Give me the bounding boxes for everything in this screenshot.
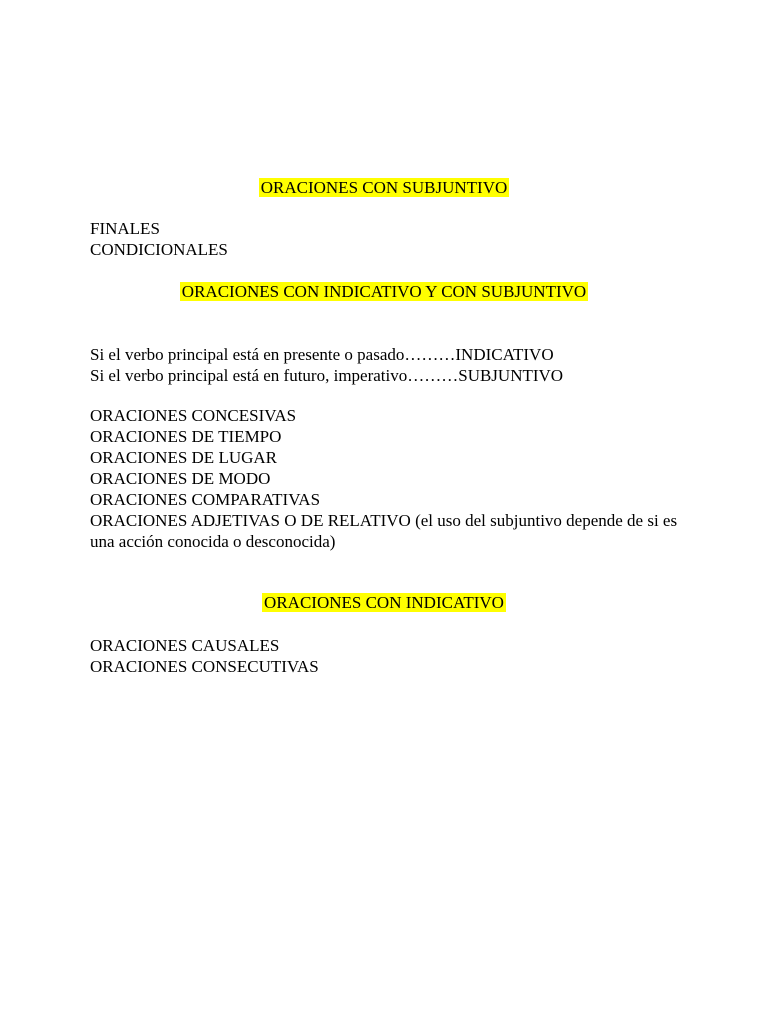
- heading-indicative-and-subjunctive-text: ORACIONES CON INDICATIVO Y CON SUBJUNTIVO: [181, 282, 587, 301]
- list-item-causales: ORACIONES CAUSALES: [90, 636, 280, 655]
- list-item-relativo: [90, 510, 690, 552]
- list-item-condicionales: CONDICIONALES: [90, 240, 228, 259]
- heading-indicative: [0, 593, 768, 613]
- rule-subjunctive: Si el verbo principal está en futuro, imperativo………SUBJUNTIVO: [90, 366, 564, 385]
- list-item-modo: ORACIONES DE MODO: [90, 469, 271, 488]
- heading-indicative-and-subjunctive: [0, 282, 768, 302]
- relative-title: ORACIONES ADJETIVAS O DE RELATIVO: [90, 511, 411, 530]
- heading-indicative-text: ORACIONES CON INDICATIVO: [264, 593, 504, 612]
- relative-note: (el uso del subjuntivo depende de si es una acción conocida o desconocida): [90, 511, 678, 551]
- list-item-consecutivas: ORACIONES CONSECUTIVAS: [90, 657, 319, 676]
- heading-subjunctive-text: ORACIONES CON SUBJUNTIVO: [260, 178, 508, 197]
- heading-subjunctive: [0, 178, 768, 198]
- list-item-tiempo: ORACIONES DE TIEMPO: [90, 427, 282, 446]
- rule-indicative: Si el verbo principal está en presente o pasado………INDICATIVO: [90, 345, 554, 364]
- list-item-comparativas: ORACIONES COMPARATIVAS: [90, 490, 321, 509]
- list-item-concesivas: ORACIONES CONCESIVAS: [90, 406, 297, 425]
- list-item-finales: FINALES: [90, 219, 160, 238]
- list-item-lugar: ORACIONES DE LUGAR: [90, 448, 277, 467]
